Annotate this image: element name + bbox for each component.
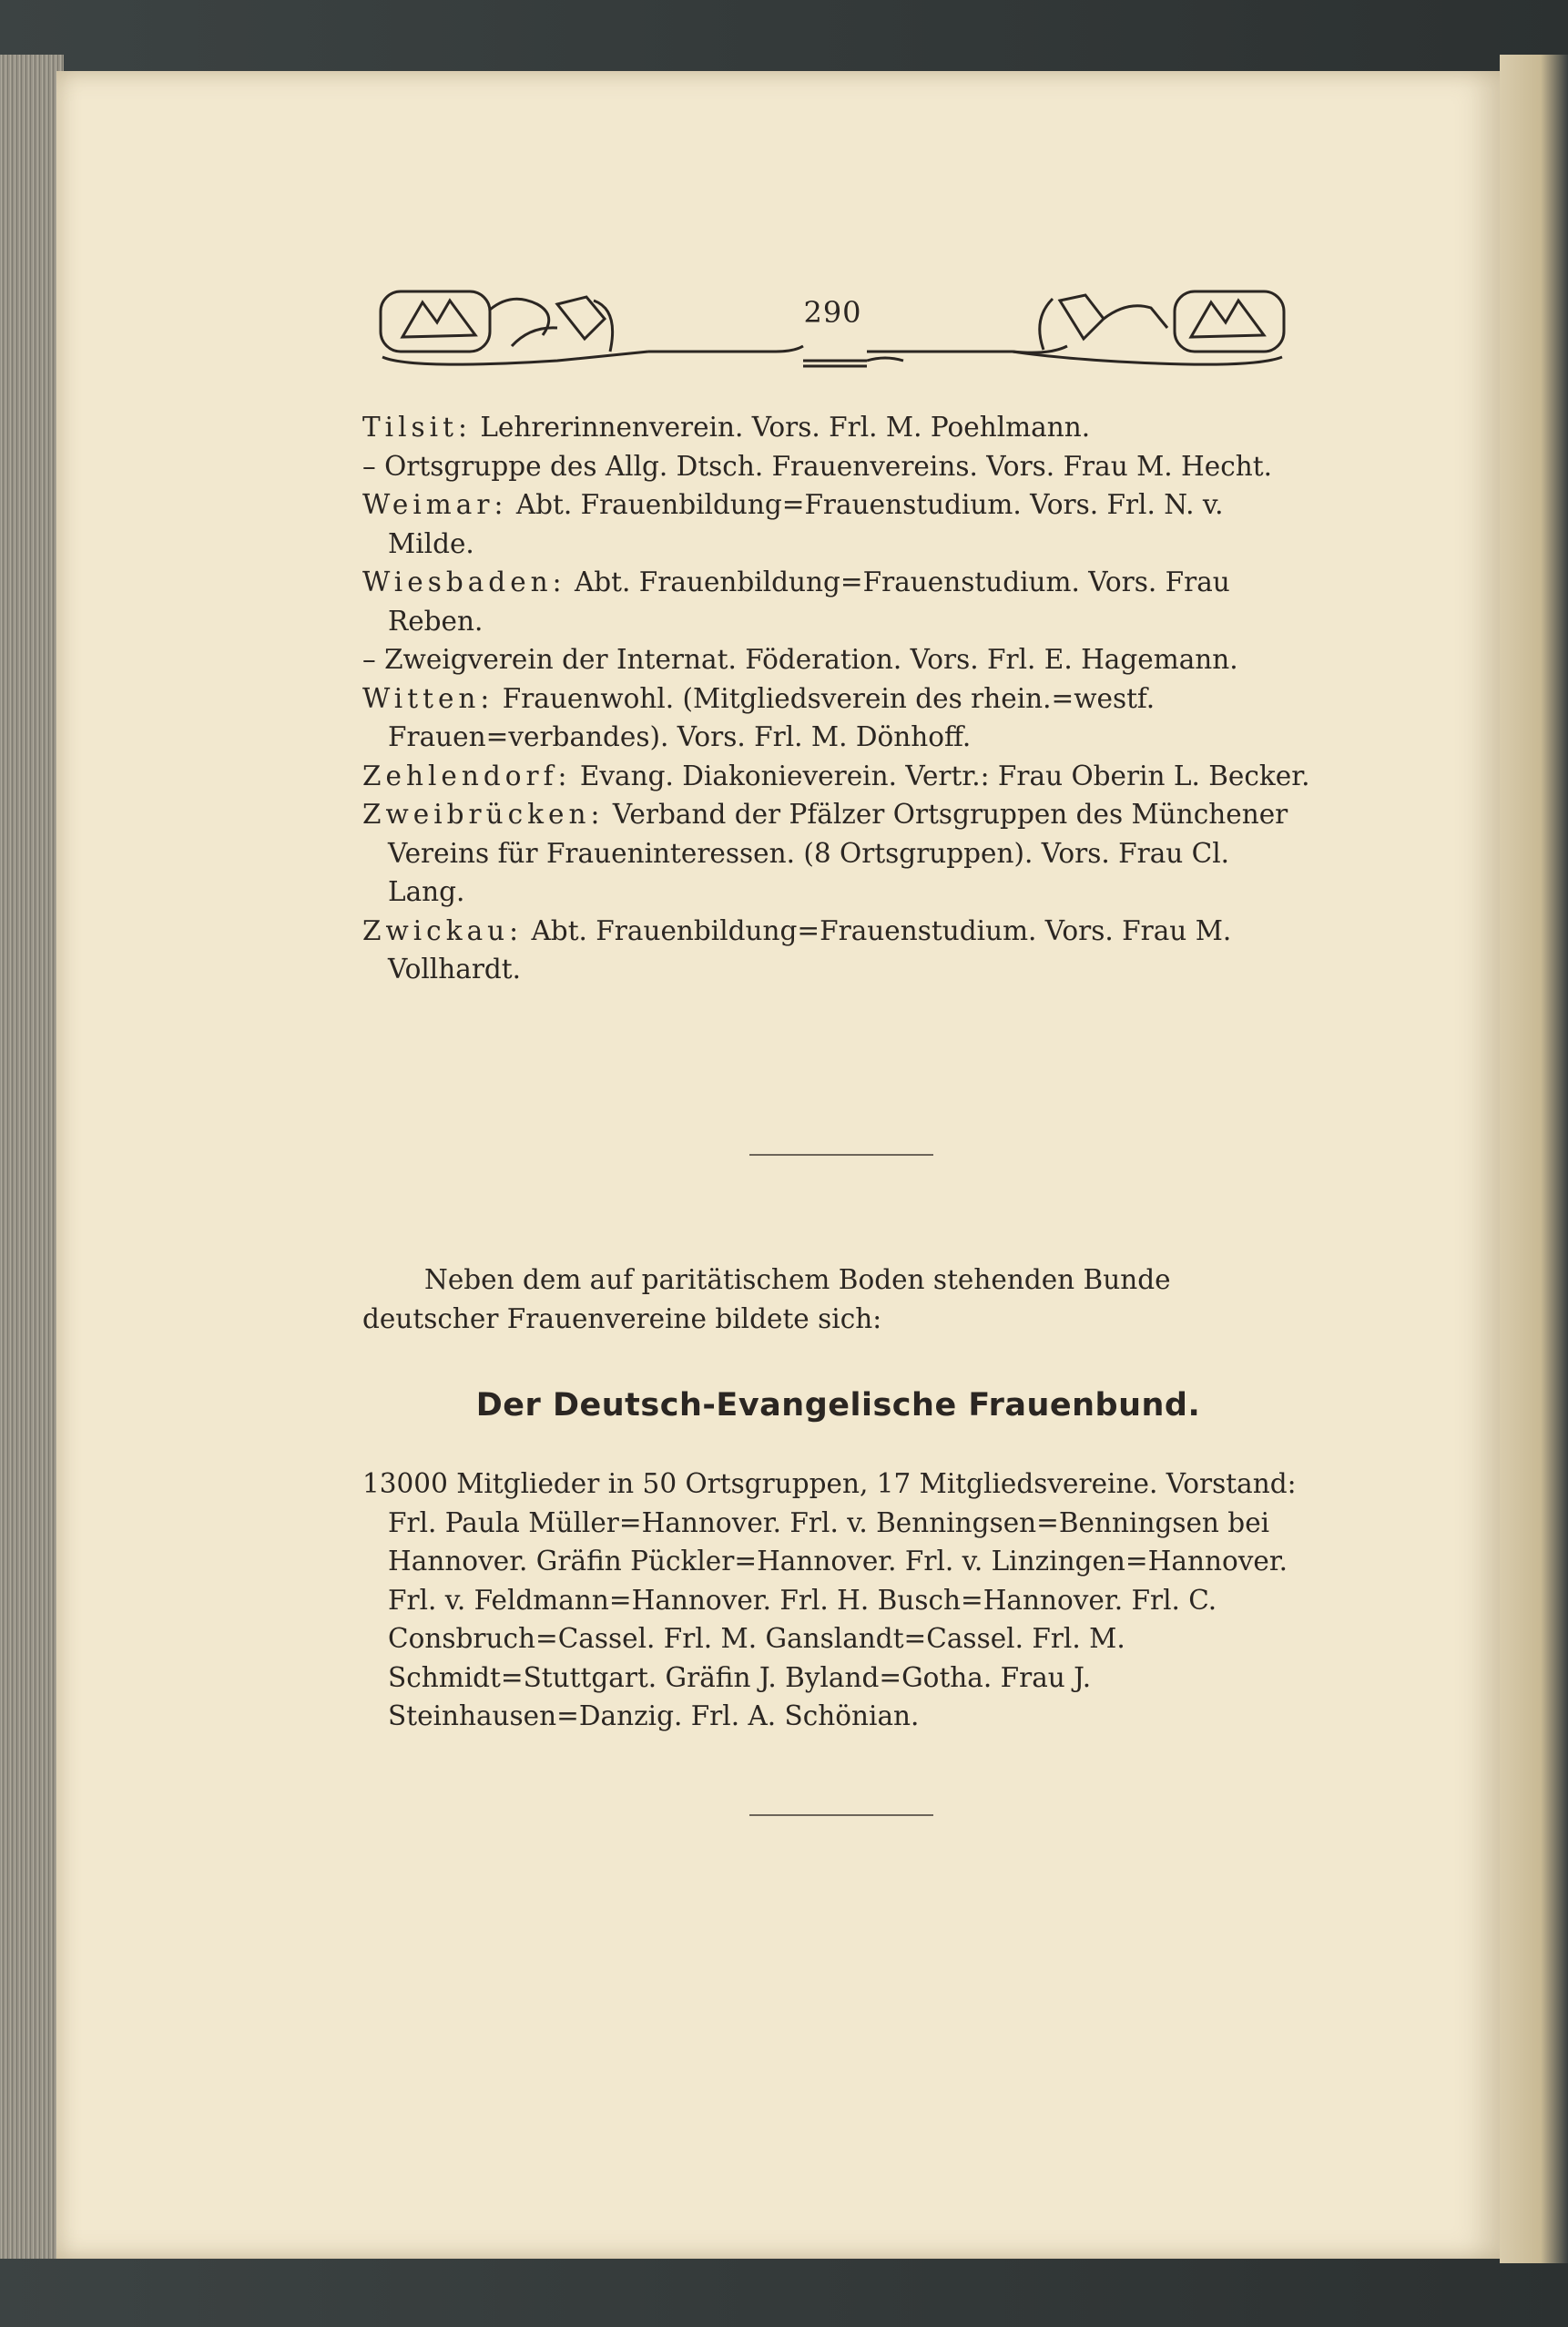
section-divider xyxy=(749,1814,933,1816)
section-divider xyxy=(749,1154,933,1156)
entry-text: Lehrerinnenverein. Vors. Frl. M. Poehlmann. xyxy=(480,412,1091,443)
list-item xyxy=(362,757,1314,796)
page-edges xyxy=(0,55,64,2259)
list-item xyxy=(362,563,1314,640)
entry-text: Verband der Pfälzer Ortsgruppen des Münchener Vereins für Fraueninteressen. (8 Ortsgruppen). Vors. Frau Cl. Lang. xyxy=(388,799,1288,907)
page-number: 290 xyxy=(803,295,862,330)
entry-text: Frauenwohl. (Mitgliedsverein des rhein.=westf. Frauen=verbandes). Vors. Frl. M. Dönhoff. xyxy=(388,682,1156,752)
list-item xyxy=(362,912,1314,989)
section-heading: Der Deutsch-Evangelische Frauenbund. xyxy=(475,1387,1201,1424)
membership-paragraph: 13000 Mitglieder in 50 Ortsgruppen, 17 Mitgliedsvereine. Vorstand: Frl. Paula Müller=Hannover. Frl. v. Benningsen=Benningsen bei Hannover. Gräfin Pückler=Hannover. Frl. v. Linzingen=Hannover. Frl. v. Feldmann=Hannover. Frl. H. Busch=Hannover. Frl. C. Consbruch=Cassel. Frl. M. Ganslandt=Cassel. Frl. M. Schmidt=Stuttgart. Gräfin J. Byland=Gotha. Frau J. Steinhausen=Danzig. Frl. A. Schönian. xyxy=(362,1468,1297,1731)
entry-text: Evang. Diakonieverein. Vertr.: Frau Oberin L. Becker. xyxy=(579,760,1310,791)
list-item xyxy=(362,795,1314,912)
list-item xyxy=(362,679,1314,757)
entry-place: Tilsit: xyxy=(362,412,472,443)
entry-place: Weimar: xyxy=(362,489,508,520)
entry-text: Abt. Frauenbildung=Frauenstudium. Vors. Frl. N. v. Milde. xyxy=(388,489,1224,559)
intro-paragraph: Neben dem auf paritätischem Boden stehenden Bunde deutscher Frauenvereine bildete sich: xyxy=(362,1264,1171,1334)
list-item xyxy=(362,485,1314,563)
entry-text: Abt. Frauenbildung=Frauenstudium. Vors. Frau M. Vollhardt. xyxy=(388,914,1232,985)
entry-place: Zweibrücken: xyxy=(362,799,605,830)
list-item xyxy=(362,447,1314,486)
directory-entries xyxy=(362,408,1314,989)
entry-text: – Ortsgruppe des Allg. Dtsch. Frauenvereins. Vors. Frau M. Hecht. xyxy=(362,450,1272,482)
entry-place: Witten: xyxy=(362,682,494,714)
list-item xyxy=(362,408,1314,447)
list-item xyxy=(362,640,1314,679)
entry-place: Wiesbaden: xyxy=(362,566,566,597)
entry-place: Zwickau: xyxy=(362,914,524,946)
book-page xyxy=(56,71,1500,2259)
facing-page-edge xyxy=(1500,55,1568,2263)
entry-place: Zehlendorf: xyxy=(362,760,572,791)
entry-text: Abt. Frauenbildung=Frauenstudium. Vors. Frau Reben. xyxy=(388,566,1230,637)
entry-text: – Zweigverein der Internat. Föderation. Vors. Frl. E. Hagemann. xyxy=(362,644,1238,675)
page-header-ornament xyxy=(375,282,1290,373)
